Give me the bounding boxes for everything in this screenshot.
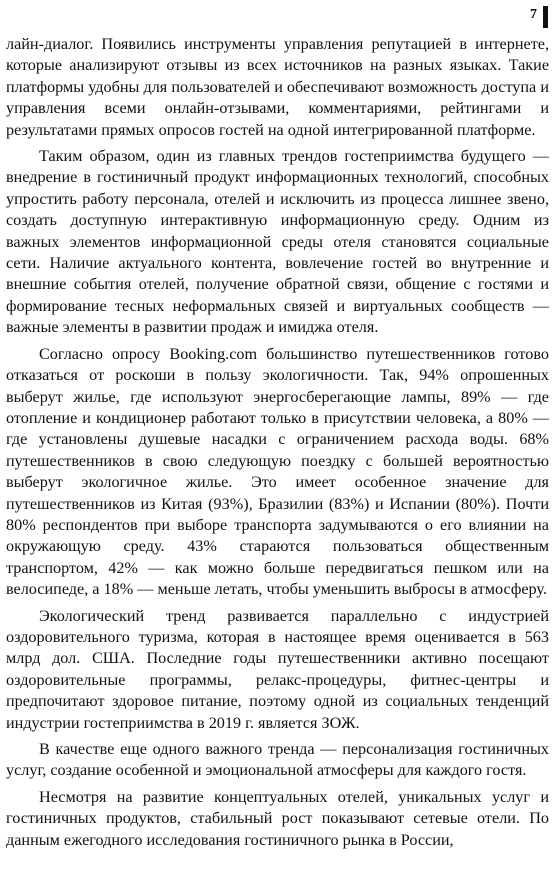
paragraph-personalization: В качестве еще одного важного тренда — персонализация гостиничных услуг, создание особенной и эмоциональной атмосферы для каждого гостя.	[6, 740, 549, 780]
page-marker-bar	[543, 6, 548, 28]
paragraph-eco-wellness: Экологический тренд развивается параллельно с индустрией оздоровительного туризма, которая в настоящее время оценивается в 563 млрд дол. США. Последние годы путешественники активно посещают оздоровительные программы, релакс-процедуры, фитнес-центры и предпочитают здоровое питание, поэтому одной из социальных тенденций индустрии гостеприимства в 2019 г. является ЗОЖ.	[6, 606, 549, 732]
page-header	[530, 6, 548, 28]
paragraph-trends: Таким образом, один из главных трендов гостеприимства будущего — внедрение в гостиничный продукт информационных технологий, способных упростить работу персонала, отелей и исключить из процесса лишнее звено, создать доступную интерактивную информационную среду. Одним из важных элементов информационной среды отеля становятся социальные сети. Наличие актуального контента, вовлечение гостей во внутренние и внешние события отелей, получение обратной связи, общение с гостями и формирование тесных неформальных связей и виртуальных сообществ — важные элементы в развитии продаж и имиджа отеля.	[6, 147, 549, 337]
paragraph-continuation: лайн-диалог. Появились инструменты управления репутацией в интернете, которые анализируют отзывы из всех источников на разных языках. Такие платформы удобны для пользователей и обеспечивают возможность доступа и управления всеми онлайн-отзывами, комментариями, рейтингами и результатами прямых опросов гостей на одной интегрированной платформе.	[6, 35, 549, 139]
page-body-text	[6, 34, 549, 856]
page-number: 7	[530, 7, 537, 22]
paragraph-booking-survey: Согласно опросу Booking.com большинство путешественников готово отказаться от роскоши в пользу экологичности. Так, 94% опрошенных выберут жилье, где используют энергосберегающие лампы, 89% — где отопление и кондиционер работают только в присутствии человека, а 80% — где установлены душевые насадки с ограничением расхода воды. 68% путешественников в свою следующую поездку с большей вероятностью выберут экологичное жилье. Это имеет особенное значение для путешественников из Китая (93%), Бразилии (83%) и Испании (80%). Почти 80% респондентов при выборе транспорта задумываются о его влиянии на окружающую среду. 43% стараются пользоваться общественным транспортом, 42% — как можно больше передвигаться пешком или на велосипеде, а 18% — меньше летать, чтобы уменьшить выбросы в атмосферу.	[6, 344, 549, 599]
paragraph-chain-hotels: Несмотря на развитие концептуальных отелей, уникальных услуг и гостиничных продуктов, стабильный рост показывают сетевые отели. По данным ежегодного исследования гостиничного рынка в России,	[6, 787, 549, 849]
